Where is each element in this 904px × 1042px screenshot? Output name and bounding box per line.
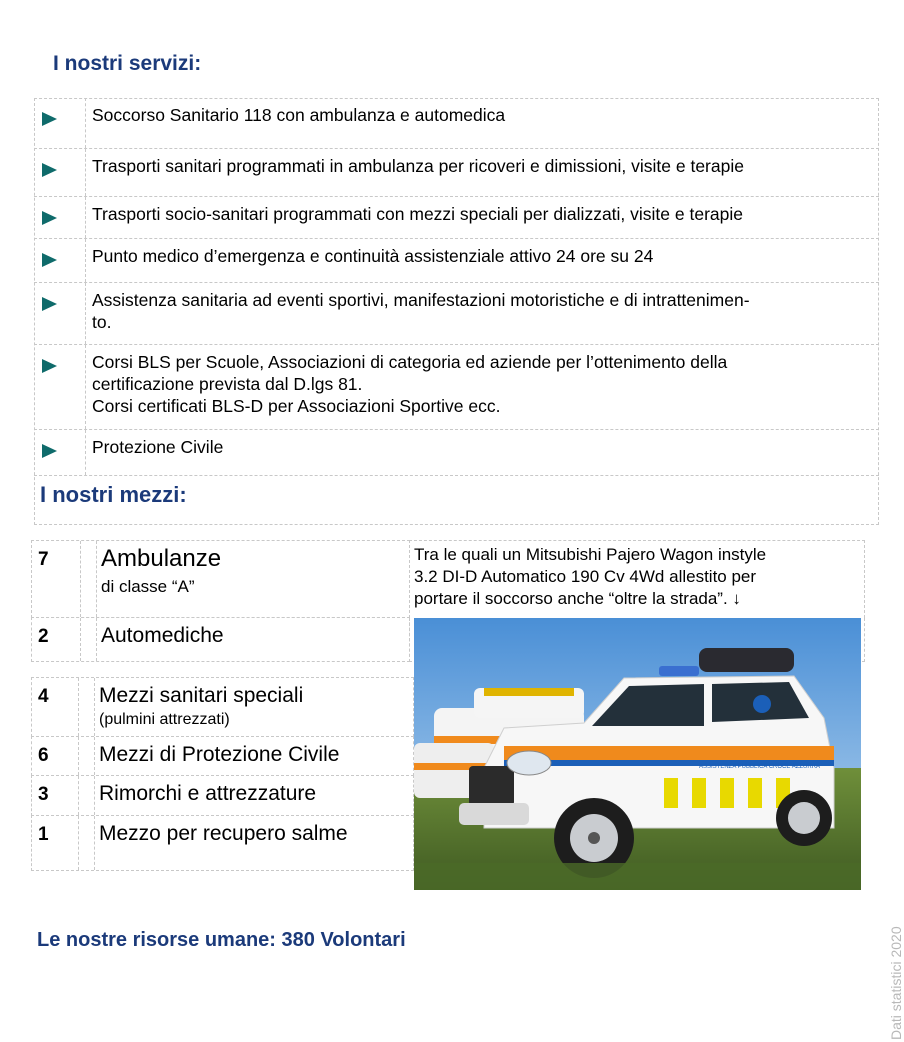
vehicle-count: 2	[38, 626, 49, 647]
vehicles-heading: I nostri mezzi:	[40, 482, 187, 507]
vehicle-label: Rimorchi e attrezzature	[99, 782, 317, 805]
play-arrow-icon	[42, 297, 57, 311]
service-row	[34, 98, 879, 148]
service-row	[34, 344, 879, 429]
human-resources-heading: Le nostre risorse umane: 380 Volontari	[37, 929, 406, 951]
service-text: Assistenza sanitaria ad eventi sportivi, manifestazioni motoristiche e di intrattenimen- to.	[92, 290, 750, 332]
vehicle-caption: Tra le quali un Mitsubishi Pajero Wagon instyle 3.2 DI-D Automatico 190 Cv 4Wd allestito per portare il soccorso anche “oltre la strada”. ↓	[409, 540, 865, 618]
vehicle-label: Ambulanze	[101, 545, 222, 572]
vehicle-label: Mezzi sanitari speciali	[99, 684, 304, 707]
service-text: Trasporti socio-sanitari programmati con mezzi speciali per dializzati, visite e terapie	[92, 204, 743, 224]
vehicle-sublabel: (pulmini attrezzati)	[99, 711, 230, 728]
service-row	[34, 282, 879, 344]
service-text: Trasporti sanitari programmati in ambulanza per ricoveri e dimissioni, visite e terapie	[92, 156, 744, 176]
vehicle-row	[31, 617, 410, 662]
service-text: Protezione Civile	[92, 437, 224, 457]
play-arrow-icon	[42, 444, 57, 458]
service-row	[34, 196, 879, 238]
vehicle-row	[31, 736, 414, 776]
vehicle-count: 7	[38, 549, 49, 570]
vehicle-row	[31, 815, 414, 871]
service-text: Soccorso Sanitario 118 con ambulanza e automedica	[92, 105, 506, 125]
vehicle-row	[31, 775, 414, 816]
service-row	[34, 429, 879, 475]
vehicle-row	[31, 540, 410, 618]
vehicle-label: Automediche	[101, 624, 224, 647]
play-arrow-icon	[42, 112, 57, 126]
vehicle-sublabel: di classe “A”	[101, 577, 195, 596]
service-text: Corsi BLS per Scuole, Associazioni di categoria ed aziende per l’ottenimento della certificazione prevista dal D.lgs 81. Corsi certificati BLS-D per Associazioni Sportive ecc.	[92, 352, 728, 416]
play-arrow-icon	[42, 163, 57, 177]
side-note: Dati statistici 2020	[888, 926, 904, 1040]
service-text: Punto medico d’emergenza e continuità assistenziale attivo 24 ore su 24	[92, 246, 654, 266]
vehicle-label: Mezzi di Protezione Civile	[99, 743, 340, 766]
vehicle-row	[31, 677, 414, 737]
vehicle-label: Mezzo per recupero salme	[99, 822, 348, 845]
vehicle-count: 1	[38, 824, 49, 845]
play-arrow-icon	[42, 211, 57, 225]
vehicle-count: 4	[38, 686, 49, 707]
vehicle-door-text: ASSISTENZA PUBBLICA CROCE AZZURRA	[699, 764, 821, 770]
vehicle-count: 6	[38, 745, 49, 766]
service-row	[34, 148, 879, 196]
play-arrow-icon	[42, 253, 57, 267]
vehicle-count: 3	[38, 784, 49, 805]
services-heading: I nostri servizi:	[53, 52, 202, 75]
play-arrow-icon	[42, 359, 57, 373]
ambulance-photo	[414, 618, 861, 890]
services-table-divider	[34, 475, 879, 476]
service-row	[34, 238, 879, 282]
